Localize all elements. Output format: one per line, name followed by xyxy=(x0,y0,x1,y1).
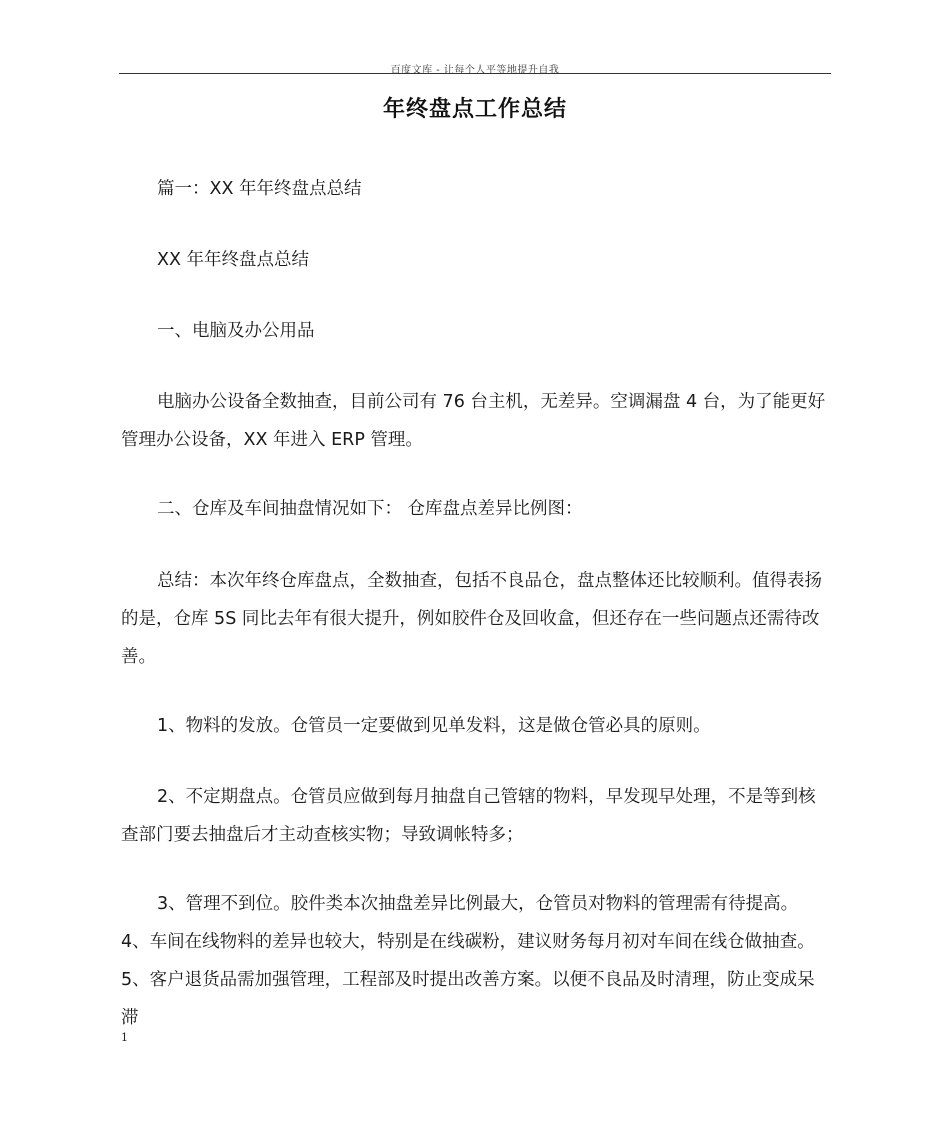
document-title: 年终盘点工作总结 xyxy=(382,97,567,122)
paragraph: XX 年年终盘点总结 xyxy=(157,250,310,270)
paragraph: 总结：本次年终仓库盘点，全数抽查，包括不良品仓，盘点整体还比较顺利。值得表扬的是，仓库 5S 同比去年有很大提升，例如胶件仓及回收盒，但还存在一些问题点还需待改善。 xyxy=(121,571,822,667)
header-divider xyxy=(119,73,831,74)
paragraph: 电脑办公设备全数抽查，目前公司有 76 台主机，无差异。空调漏盘 4 台，为了能更好管理办公设备，XX 年进入 ERP 管理。 xyxy=(121,392,826,450)
page-number: 1 xyxy=(121,1031,128,1044)
paragraph: 一、电脑及办公用品 xyxy=(157,321,315,341)
paragraph: 2、不定期盘点。仓管员应做到每月抽盘自己管辖的物料，早发现早处理，不是等到核查部门要去抽盘后才主动查核实物；导致调帐特多； xyxy=(121,787,816,845)
paragraph: 1、物料的发放。仓管员一定要做到见单发料，这是做仓管必具的原则。 xyxy=(157,716,711,736)
paragraph: 3、管理不到位。胶件类本次抽盘差异比例最大，仓管员对物料的管理需有待提高。 4、车间在线物料的差异也较大，特别是在线碳粉，建议财务每月初对车间在线仓做抽查。 5、客户退货品需加强管理，工程部及时提出改善方案。以便不良品及时清理，防止变成呆滞 xyxy=(121,894,815,1028)
paragraph: 篇一：XX 年年终盘点总结 xyxy=(157,179,362,199)
page-header: 百度文库 - 让每个人平等地提升自我 xyxy=(390,65,560,76)
paragraph: 二、仓库及车间抽盘情况如下： 仓库盘点差异比例图： xyxy=(157,499,583,519)
